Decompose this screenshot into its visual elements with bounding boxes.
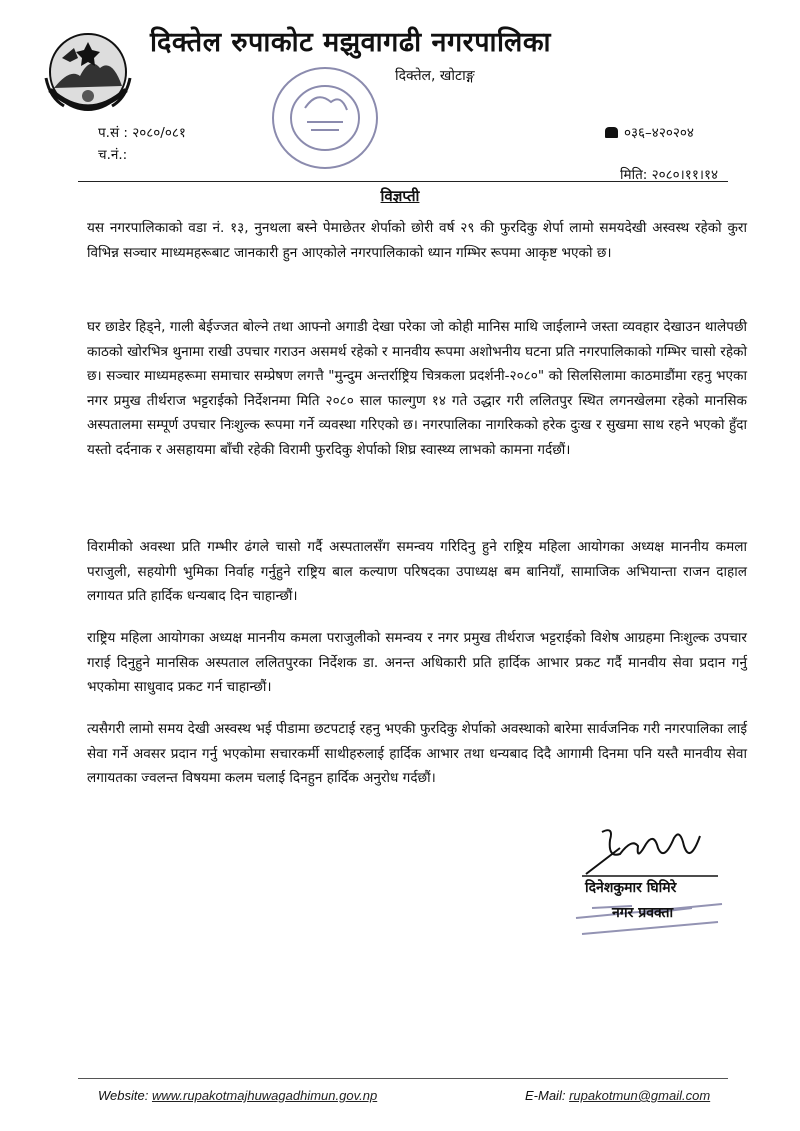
footer-email xyxy=(525,1088,710,1103)
notice-paragraph: घर छाडेर हिड्ने, गाली बेईज्जत बोल्ने तथा आफ्नो अगाडी देखा परेका जो कोही मानिस माथि जाईलाग्ने जस्ता व्यवहार देखाउन थालेपछी काठको खोरभित्र थुनामा राखी उपचार गराउन असमर्थ रहेको र मानवीय रूपमा अशोभनीय घटना प्रति नगरपालिकाको गम्भिर चासो रहेको छ। सञ्चार माध्यमहरूमा समाचार सम्प्रेषण लगत्तै "मुन्दुम अन्तर्राष्ट्रिय चित्रकला प्रदर्शनी-२०८०" को सिलसिलामा काठमाडौंमा रहनु भएका नगर प्रमुख तीर्थराज भट्टराईको निर्देशनमा मिति २०८० साल फाल्गुण १४ गते उद्धार गरी ललितपुर स्थित लगनखेलमा रहेको मानसिक अस्पतालमा सम्पूर्ण उपचार निःशुल्क रूपमा गर्ने व्यवस्था गरिएको छ। नगरपालिका नागरिकको हरेक दुःख र सुखमा साथ रहने भएको हुँदा यस्तो दर्दनाक र असहायमा बाँची रहेकी विरामी फुरदिकु शेर्पाको शिघ्र स्वास्थ्य लाभको कामना गर्दछौं। xyxy=(87,319,747,458)
header-divider xyxy=(78,181,728,182)
email-link[interactable]: rupakotmun@gmail.com xyxy=(569,1088,711,1103)
nepal-emblem-icon xyxy=(40,28,136,116)
footer-divider xyxy=(78,1078,728,1079)
handwritten-signature-icon xyxy=(580,818,720,884)
office-address: दिक्तेल, खोटाङ्ग xyxy=(395,68,475,84)
footer-website xyxy=(98,1088,377,1103)
notice-paragraph: त्यसैगरी लामो समय देखी अस्वस्थ भई पीडामा छटपटाई रहनु भएकी फुरदिकु शेर्पाको अवस्थाको बारेमा सार्वजनिक गरी नगरपालिका लाई सेवा गर्ने अवसर प्रदान गर्नु भएकोमा सचारकर्मी साथीहरुलाई हार्दिक आभार तथा धन्यबाद दिदै आगामी दिनमा पनि यस्तै मानवीय सेवा लगायतका ज्वलन्त विषयमा कलम चलाई दिनहुन हार्दिक अनुरोध गर्दछौं। xyxy=(87,721,747,787)
website-link[interactable]: www.rupakotmajhuwagadhimun.gov.np xyxy=(151,1088,378,1103)
notice-paragraph: विरामीको अवस्था प्रति गम्भीर ढंगले चासो गर्दै अस्पतालसँग समन्वय गरिदिनु हुने राष्ट्रिय महिला आयोगका अध्यक्ष माननीय कमला पराजुली, सहयोगी भुमिका निर्वाह गर्नुहुने राष्ट्रिय बाल कल्याण परिषदका उपाध्यक्ष बम बानियाँ, सामाजिक अभियान्ता राजन दाहाल लगायत प्रति हार्दिक धन्यबाद दिन चाहान्छौं। xyxy=(87,539,747,605)
signatory-name: दिनेशकुमार घिमिरे xyxy=(585,880,677,896)
telephone-icon xyxy=(605,127,618,138)
phone-value: ०३६–४२०२०४ xyxy=(624,125,694,141)
office-stamp-icon xyxy=(265,60,385,178)
signatory-title: नगर प्रवक्ता xyxy=(612,905,674,921)
dispatch-number: च.नं.: xyxy=(98,147,128,163)
notice-date: मिति: २०८०।११।१४ xyxy=(620,167,718,183)
reference-number: प.सं : २०८०/०८१ xyxy=(98,125,186,141)
notice-paragraph: राष्ट्रिय महिला आयोगका अध्यक्ष माननीय कमला पराजुलीको समन्वय र नगर प्रमुख तीर्थराज भट्टराईको विशेष आग्रहमा निःशुल्क उपचार गराई दिनुहुने मानसिक अस्पताल ललितपुरका निर्देशक डा. अनन्त अधिकारी प्रति हार्दिक आभार प्रकट गर्दै मानवीय सेवा प्रदान गर्नु भएकोमा साधुवाद प्रकट गर्न चाहान्छौं। xyxy=(87,630,747,696)
notice-title: विज्ञप्ती xyxy=(380,187,420,205)
phone-number xyxy=(605,123,694,141)
office-title: दिक्तेल रुपाकोट मझुवागढी नगरपालिका xyxy=(150,27,552,58)
website-label: Website: xyxy=(98,1088,149,1103)
email-label: E-Mail: xyxy=(525,1088,566,1103)
notice-paragraph: यस नगरपालिकाको वडा नं. १३, नुनथला बस्ने पेमाछेतर शेर्पाको छोरी वर्ष २९ की फुरदिकु शेर्पा लामो समयदेखी अस्वस्थ रहेको कुरा विभिन्न सञ्चार माध्यमहरूबाट जानकारी हुन आएकोले नगरपालिकाको ध्यान गम्भिर रूपमा आकृष्ट भएको छ। xyxy=(87,220,747,261)
